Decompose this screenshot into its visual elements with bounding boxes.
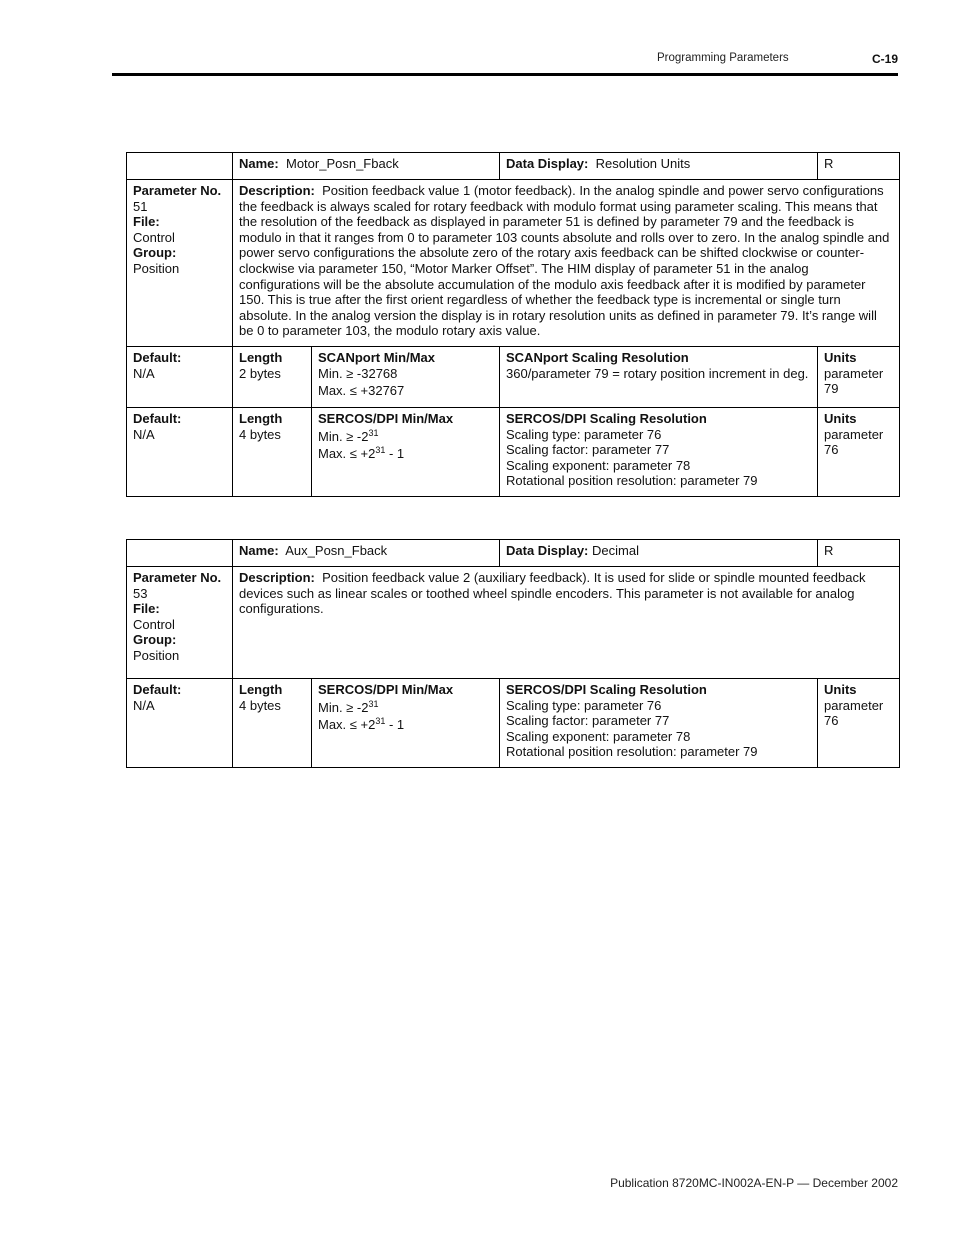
length-cell <box>233 679 312 768</box>
default-value: N/A <box>133 365 155 381</box>
access-value: R <box>824 543 834 558</box>
default-label: Default: <box>133 411 182 426</box>
minmax-title: SCANport Min/Max <box>318 350 435 365</box>
data-display-label: Data Display: <box>506 543 589 558</box>
units-label: Units <box>824 682 857 697</box>
default-cell <box>127 679 233 768</box>
scaling-line: Rotational position resolution: parameter 79 <box>506 473 758 489</box>
parameter-no-label: Parameter No. <box>133 183 222 198</box>
default-cell <box>127 347 233 408</box>
units-value: parameter 76 <box>824 697 884 729</box>
scaling-cell <box>500 347 818 408</box>
header-section-title: Programming Parameters <box>657 52 789 64</box>
length-label: Length <box>239 682 283 697</box>
description-cell <box>233 180 900 347</box>
default-cell <box>127 408 233 497</box>
minmax-cell <box>312 347 500 408</box>
default-value: N/A <box>133 426 155 442</box>
table-row <box>127 347 900 408</box>
default-value: N/A <box>133 697 155 713</box>
minmax-cell <box>312 679 500 768</box>
minmax-title: SERCOS/DPI Min/Max <box>318 682 454 697</box>
min-value: Min. ≥ $-2^{31}$ <box>318 427 379 444</box>
empty-cell <box>127 540 233 567</box>
scaling-title: SERCOS/DPI Scaling Resolution <box>506 682 707 697</box>
parameter-info-cell <box>127 567 233 679</box>
units-value: parameter 79 <box>824 365 884 397</box>
name-cell <box>233 540 500 567</box>
minmax-title: SERCOS/DPI Min/Max <box>318 411 454 426</box>
table-row <box>127 567 900 679</box>
length-value: 4 bytes <box>239 697 281 713</box>
default-label: Default: <box>133 350 182 365</box>
name-label: Name: <box>239 543 279 558</box>
description-text: Position feedback value 1 (motor feedback). In the analog spindle and power servo configurations the feedback is always scaled for rotary feedback with modulo format using parameter scaling. This means that the resolution of the feedback as displayed in parameter 51 is defined by parameter 79 and the feedback is modulo in that it ranges from 0 to parameter 103 counts absolute and rolls over to zero. In the analog spindle and power servo configurations the absolute zero of the rotary axis feedback can be shifted clockwise or counter-clockwise via parameter 150, “Motor Marker Offset”. The HIM display of parameter 51 in the analog configurations will be the absolute accumulation of the modulo axis feedback after it is modified by parameter 150. This is true after the first orient regardless of whether the feedback type is incremental or single turn absolute. In the analog version the display is in rotary resolution units as defined in parameter 79. It’s range will be 0 to parameter 103, the modulo rotary axis value. <box>239 183 890 339</box>
min-value: Min. ≥ -32768 <box>318 365 398 381</box>
scaling-line: Scaling type: parameter 76 <box>506 697 662 713</box>
min-exponent: 31 <box>368 427 379 438</box>
group-value: Position <box>133 647 180 663</box>
group-value: Position <box>133 260 180 276</box>
parameter-info-cell <box>127 180 233 347</box>
default-label: Default: <box>133 682 182 697</box>
data-display-value: Decimal <box>592 543 639 558</box>
units-cell <box>818 408 900 497</box>
parameter-51-table <box>126 152 900 497</box>
scaling-line: Scaling factor: parameter 77 <box>506 442 670 458</box>
table-row <box>127 540 900 567</box>
length-value: 4 bytes <box>239 426 281 442</box>
footer-publication: Publication 8720MC-IN002A-EN-P — December 2002 <box>610 1176 898 1190</box>
parameter-53-table <box>126 539 900 768</box>
units-label: Units <box>824 411 857 426</box>
table-row <box>127 408 900 497</box>
name-cell <box>233 153 500 180</box>
length-cell <box>233 347 312 408</box>
max-exponent: 31 <box>375 716 386 727</box>
name-label: Name: <box>239 156 279 171</box>
length-cell <box>233 408 312 497</box>
scaling-title: SCANport Scaling Resolution <box>506 350 689 365</box>
parameter-number: 51 <box>133 198 148 214</box>
scaling-line: Scaling type: parameter 76 <box>506 426 662 442</box>
header-page-number: C-19 <box>871 52 898 66</box>
description-cell <box>233 567 900 679</box>
empty-cell <box>127 153 233 180</box>
max-value: Max. ≤ +32767 <box>318 383 405 399</box>
description-label: Description: <box>239 183 315 198</box>
scaling-cell <box>500 679 818 768</box>
min-value: Min. ≥ $-2^{31}$ <box>318 698 379 715</box>
length-label: Length <box>239 411 283 426</box>
group-label: Group: <box>133 632 177 648</box>
access-cell <box>818 540 900 567</box>
scaling-cell <box>500 408 818 497</box>
length-value: 2 bytes <box>239 365 281 381</box>
parameter-no-label: Parameter No. <box>133 570 222 585</box>
file-label: File: <box>133 214 160 230</box>
units-cell <box>818 347 900 408</box>
file-label: File: <box>133 601 160 617</box>
scaling-line: Scaling exponent: parameter 78 <box>506 728 691 744</box>
parameter-name: Aux_Posn_Fback <box>285 543 388 558</box>
units-label: Units <box>824 350 857 365</box>
data-display-cell <box>500 153 818 180</box>
data-display-label: Data Display: <box>506 156 589 171</box>
table-row <box>127 679 900 768</box>
file-value: Control <box>133 616 175 632</box>
access-value: R <box>824 156 834 171</box>
minmax-cell <box>312 408 500 497</box>
access-cell <box>818 153 900 180</box>
min-exponent: 31 <box>368 698 379 709</box>
length-label: Length <box>239 350 283 365</box>
scaling-title: SERCOS/DPI Scaling Resolution <box>506 411 707 426</box>
scaling-text: 360/parameter 79 = rotary position increment in deg. <box>506 365 809 381</box>
table-row <box>127 180 900 347</box>
data-display-cell <box>500 540 818 567</box>
max-value: Max. ≤ $+2^{31} - 1$ <box>318 445 405 462</box>
header-rule <box>112 73 898 76</box>
units-value: parameter 76 <box>824 426 884 458</box>
description-label: Description: <box>239 570 315 585</box>
parameter-number: 53 <box>133 585 148 601</box>
table-row <box>127 153 900 180</box>
max-value: Max. ≤ $+2^{31} - 1$ <box>318 716 405 733</box>
file-value: Control <box>133 229 175 245</box>
parameter-name: Motor_Posn_Fback <box>285 156 399 171</box>
scaling-line: Rotational position resolution: parameter 79 <box>506 744 758 760</box>
data-display-value: Resolution Units <box>595 156 691 171</box>
description-text: Position feedback value 2 (auxiliary feedback). It is used for slide or spindle mounted feedback devices such as linear scales or toothed wheel spindle encoders. This parameter is not available for analog configurations. <box>239 570 866 617</box>
scaling-line: Scaling factor: parameter 77 <box>506 713 670 729</box>
group-label: Group: <box>133 245 177 261</box>
max-exponent: 31 <box>375 445 386 456</box>
units-cell <box>818 679 900 768</box>
scaling-line: Scaling exponent: parameter 78 <box>506 457 691 473</box>
